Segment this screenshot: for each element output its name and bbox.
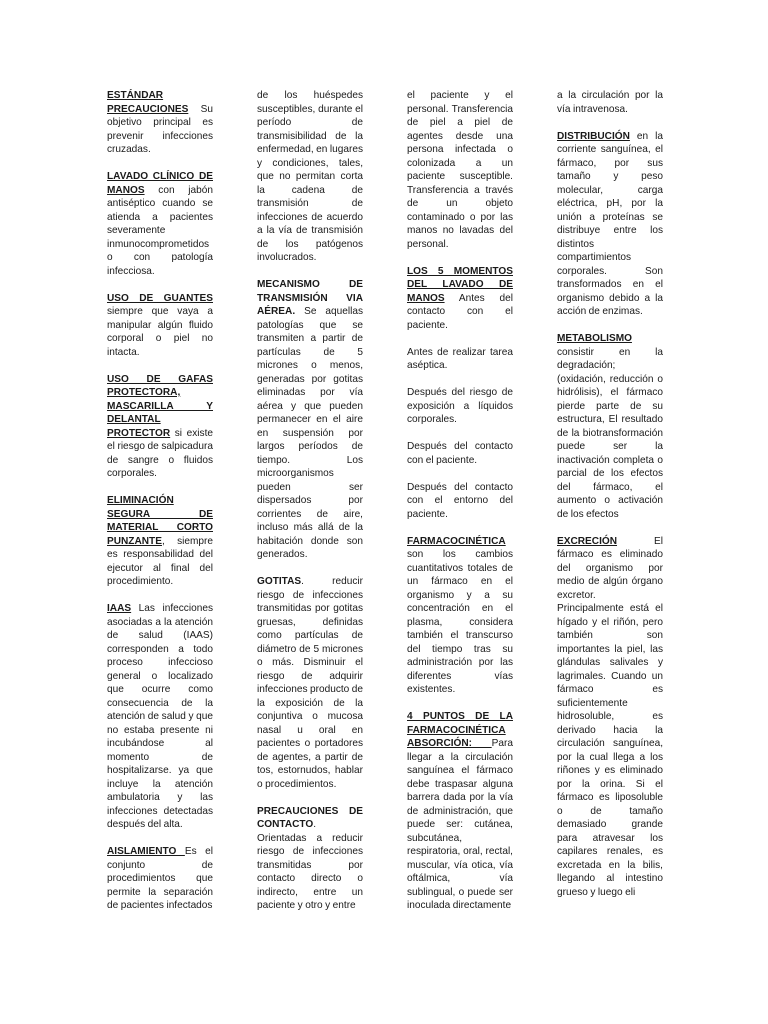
paragraph-uso-gafas <box>107 373 213 481</box>
heading-cinco-momentos: LOS 5 MOMENTOS DEL LAVADO DE MANOS <box>407 265 513 304</box>
text-column-2 <box>257 89 363 913</box>
paragraph-text: Se aquellas patologías que se transmiten a partir de partículas de 5 micrones o menos, generadas por gotitas eliminadas por vía aérea y que pueden permanecer en el aire en suspensión por largos períodos de tiempo. Los microorganismos pueden ser dispersados por corrientes de aire, incluso más allá de la habitación donde son generados. <box>257 306 363 560</box>
heading-uso-guantes: USO DE GUANTES <box>107 292 213 304</box>
heading-transmision-aerea: MECANISMO DE TRANSMISIÓN VIA AÉREA. <box>257 279 363 317</box>
paragraph-text: de los huéspedes susceptibles, durante el período de transmisibilidad de la enfermedad, en lugares y condiciones, tales, que no permitan corta la cadena de transmisión de infecciones de acuerdo a la vía de transmisión de los patógenos involucrados. <box>257 90 364 263</box>
paragraph-cinco-momentos <box>407 265 513 333</box>
heading-farmacocinetica: FARMACOCINÉTICA <box>407 535 506 547</box>
text-column-1 <box>107 89 213 913</box>
paragraph-text: Es el conjunto de procedimientos que permite la separación de pacientes infectados <box>107 846 213 911</box>
heading-metabolismo: METABOLISMO <box>557 333 632 344</box>
paragraph-lavado-clinico <box>107 170 213 278</box>
paragraph-continuation <box>257 89 363 265</box>
paragraph-text: Su objetivo principal es prevenir infecciones cruzadas. <box>107 103 213 155</box>
paragraph-metabolismo <box>557 332 663 521</box>
paragraph-gotitas <box>257 575 363 791</box>
text-column-3 <box>407 89 513 913</box>
paragraph-momento-2 <box>407 346 513 373</box>
heading-eliminacion-material: ELIMINACIÓN SEGURA DE MATERIAL CORTO PUNZANTE <box>107 495 213 547</box>
heading-precauciones-contacto: PRECAUCIONES DE CONTACTO <box>257 805 363 830</box>
paragraph-absorcion <box>407 710 513 913</box>
heading-uso-gafas: USO DE GAFAS PROTECTORA, MASCARILLA Y DELANTAL PROTECTOR <box>107 373 213 439</box>
paragraph-precauciones-estandar <box>107 89 213 157</box>
heading-absorcion: 4 PUNTOS DE LA FARMACOCINÉTICA ABSORCIÓN: <box>407 711 513 749</box>
paragraph-text: Después del riesgo de exposición a líquidos corporales. <box>407 387 513 425</box>
paragraph-farmacocinetica <box>407 535 513 697</box>
paragraph-continuation <box>557 89 663 116</box>
paragraph-text: Antes de realizar tarea aséptica. <box>407 346 513 371</box>
paragraph-precauciones-contacto <box>257 805 363 913</box>
paragraph-momento-5 <box>407 481 513 522</box>
heading-precauciones-estandar: ESTÁNDAR PRECAUCIONES <box>107 90 189 115</box>
paragraph-momento-3 <box>407 386 513 427</box>
paragraph-text: son los cambios cuantitativos totales de un fármaco en el organismo y a su concentración en el plasma, considera también el transcurso del tiempo tras su administración por las diferentes vías existentes. <box>407 549 513 695</box>
paragraph-text: Antes del contacto con el paciente. <box>407 292 513 331</box>
heading-excrecion: EXCRECIÓN <box>557 535 618 547</box>
paragraph-text: el paciente y el personal. Transferencia de piel a piel de agentes desde una persona infectada o colonizada a un paciente susceptible. Transferencia a través de un objeto contaminado o por las manos no lavadas del personal. <box>407 90 513 250</box>
heading-aislamiento: AISLAMIENTO <box>107 846 185 857</box>
paragraph-uso-guantes <box>107 292 213 360</box>
paragraph-continuation <box>407 89 513 251</box>
paragraph-excrecion <box>557 535 663 900</box>
paragraph-aislamiento <box>107 845 213 913</box>
paragraph-text: consistir en la degradación; (oxidación, reducción o hidrólisis), el fármaco pierde parte de su estructura, El resultado de la biotransformación puede ser la inactivación completa o parcial de los efectos del fármaco, el aumento o activación de los efectos <box>557 346 663 520</box>
paragraph-eliminacion-material <box>107 494 213 589</box>
paragraph-text: Después del contacto con el entorno del paciente. <box>407 481 513 520</box>
heading-gotitas: GOTITAS <box>257 576 302 587</box>
paragraph-text: , siempre es responsabilidad del ejecutor al final del procedimiento. <box>107 535 213 587</box>
paragraph-text: a la circulación por la vía intravenosa. <box>557 90 663 115</box>
paragraph-text: Las infecciones asociadas a la atención de salud (IAAS) corresponden a todo proceso infeccioso general o localizado que ocurre como consecuencia de la atención de salud y que no estaba presente ni incubándose al momento de hospitalizarse. ya que incluye la atención ambulatoria y las infecciones detectadas después del alta. <box>107 603 213 830</box>
paragraph-text: siempre que vaya a manipular algún fluido corporal o piel no intacta. <box>107 306 213 358</box>
heading-distribucion: DISTRIBUCIÓN <box>557 130 630 142</box>
paragraph-text: Para llegar a la circulación sanguínea el fármaco debe traspasar alguna barrera dada por la vía de administración, que puede ser: cutánea, subcutánea, respiratoria, oral, rectal, muscular, vía otica, vía oftálmica, vía sublingual, o puede ser inoculada directamente <box>407 738 513 911</box>
paragraph-iaas <box>107 602 213 832</box>
paragraph-text: . Orientadas a reducir riesgo de infecciones transmitidas por contacto directo o indirecto, entre un paciente y otro y entre <box>257 819 363 911</box>
paragraph-distribucion <box>557 130 663 319</box>
paragraph-text: en la corriente sanguínea, el fármaco, por sus tamaño y peso molecular, carga eléctrica, pH, por la unión a proteínas se distribuye entre los distintos compartimientos corporales. Son transformados en el organismo debido a la acción de enzimas. <box>557 130 663 317</box>
paragraph-text: El fármaco es eliminado del organismo por medio de algún órgano excretor. Principalmente está el hígado y el riñón, pero también son importantes la piel, las glándulas salivales y lagrimales. Cuando un fármaco es suficientemente hidrosoluble, es derivado hacia la circulación sanguínea, por la cual llega a los riñones y es eliminado por la orina. Si el fármaco es liposoluble o de tamaño demasiado grande para atravesar los capilares renales, es excretada en la bilis, llegando al intestino grueso y luego eli <box>557 535 663 898</box>
paragraph-text: con jabón antiséptico cuando se atienda a pacientes severamente inmunocomprometidos o con patología infecciosa. <box>107 184 213 277</box>
paragraph-momento-4 <box>407 440 513 467</box>
heading-lavado-clinico: LAVADO CLÍNICO DE MANOS <box>107 171 213 196</box>
text-column-4 <box>557 89 663 899</box>
paragraph-text: . reducir riesgo de infecciones transmitidas por gotitas gruesas, definidas como partículas de diámetro de 5 micrones o más. Disminuir el riesgo de adquirir infecciones producto de la exposición de la conjuntiva o mucosa nasal u oral en pacientes o portadores de agentes, a partir de tos, estornudos, hablar o procedimientos. <box>257 576 364 790</box>
heading-iaas: IAAS <box>107 603 132 614</box>
paragraph-transmision-aerea <box>257 278 363 562</box>
paragraph-text: Después del contacto con el paciente. <box>407 441 513 466</box>
paragraph-text: si existe el riesgo de salpicadura de sangre o fluidos corporales. <box>107 427 213 479</box>
